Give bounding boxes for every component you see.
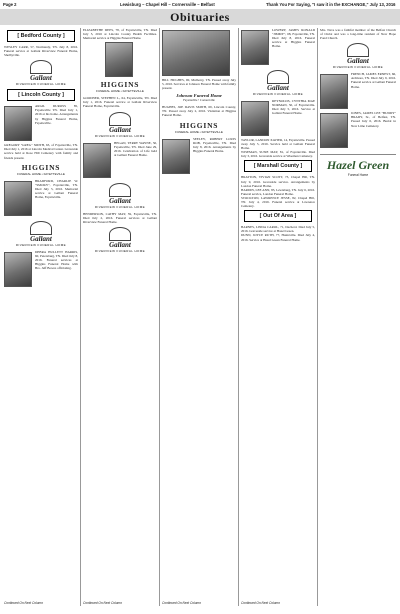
obituary-photo bbox=[4, 106, 32, 141]
obituary-barnes: BARNES, LINDA CAROL, 71, Decherd. Died July 5, 2016. Graveside service at Hazel Green. bbox=[241, 225, 315, 234]
gallant-logo: Gallant RIVERVIEW FUNERAL HOME bbox=[83, 227, 157, 253]
column-5 bbox=[320, 28, 396, 606]
gallant-logo: Gallant RIVERVIEW FUNERAL HOME bbox=[83, 112, 157, 138]
obituary-wiseman: WISEMAN, SUSIE MAY, 81, of Fayetteville. Died July 3, 2016. Graveside service at Wiseman Cemetery. bbox=[241, 150, 315, 159]
johnson-funeral-home-logo: Johnson Funeral Home Fayetteville • Cornersville bbox=[176, 93, 222, 103]
riverview-bridge-icon bbox=[267, 70, 289, 84]
obituary-hegan-terry: HEGAN, TERRY WAYNE, 50, Fayetteville, TN. Died June 29, 2016. Celebration of Life held at Gallant Funeral Home. bbox=[114, 140, 157, 157]
higgins-logo: HIGGINS FUNERAL HOME • FAYETTEVILLE bbox=[175, 120, 223, 134]
county-header-out-of-area: [ Out Of Area ] bbox=[244, 210, 312, 222]
county-header-marshall: [ Marshall County ] bbox=[244, 160, 312, 172]
obituary-argil: ARGIL DUROSS 85, Fayetteville TN. Died July 1, 2016 at his home. Arrangements by Higgins Funeral Home, Fayetteville. bbox=[35, 104, 78, 125]
riverview-bridge-icon bbox=[109, 112, 131, 126]
riverview-bridge-icon bbox=[109, 183, 131, 197]
hazel-green-funeral-home-logo: Hazel Green Funeral Home bbox=[320, 154, 396, 177]
obituary-dunn: DUNN, JOYCE RUTH, 77, Huntsville. Died July 4, 2016. Service at Hazel Green Funeral Home. bbox=[241, 233, 315, 242]
county-header-bedford: [ Bedford County ] bbox=[7, 30, 75, 42]
column-2 bbox=[83, 28, 157, 606]
obituary-bradford: BRADFORD, CHARLIE W. "SMOKY", Fayetteville, TN. Died July 5, 2016. Memorial service at Gallant Funeral Home, Fayetteville. bbox=[35, 178, 78, 200]
obituary-photo bbox=[4, 252, 32, 287]
obituary-taylor-landon: TAYLOR, LANDON XAVIER, 14, Fayetteville. Passed away July 5, 2016. Service held at Gallant Funeral Home. bbox=[241, 138, 315, 151]
gallant-logo: Gallant RIVERVIEW FUNERAL HOME bbox=[83, 183, 157, 209]
obituary-elizabethe-dees: ELIZABETHE DEES, 78, of Fayetteville, TN. Died July 5, 2016 at Lincoln County Health Facilities. Memorial service at Higgins Funeral Home. bbox=[83, 28, 157, 41]
obituary-photo bbox=[105, 42, 133, 77]
obituary-photo bbox=[83, 143, 111, 178]
paper-title: Lewisburg – Chapel Hill – Cornersville – Belfast bbox=[120, 2, 215, 7]
column-divider bbox=[159, 28, 160, 606]
obituary-bill-hughes: BILL HUGHES, 90, Mulberry, TN. Passed away July 5, 2016. Services at Johnson Funeral Home with family present. bbox=[162, 78, 236, 91]
obituary-photo bbox=[241, 101, 269, 136]
obituary-photo bbox=[320, 113, 348, 148]
column-3 bbox=[162, 28, 236, 606]
obituary-reynolds: REYNOLDS, CYNTHIA MAE NORMAN, 50, of Fayetteville. Died July 5, 2016. Service at Gallant Funeral Home. bbox=[272, 99, 315, 116]
gallant-logo: Gallant RIVERVIEW FUNERAL HOME bbox=[4, 60, 78, 86]
gallant-logo: Gallant RIVERVIEW FUNERAL HOME bbox=[4, 221, 78, 247]
continued-note: Continued On Next Column bbox=[241, 601, 280, 605]
obituary-lowery: LOWERY, JAMES RONALD "JIMMY", 68, Fayetteville, TN. Died July 8, 2016. Funeral service at Higgins Funeral Home. bbox=[272, 28, 315, 49]
obituary-photo bbox=[320, 74, 348, 109]
obituary-photo bbox=[241, 30, 269, 65]
column-4 bbox=[241, 28, 315, 606]
riverview-bridge-icon bbox=[30, 221, 52, 235]
obituary-hardin: HARDIN, LEE ANN, 83, Lewisburg, TN. July 6, 2016. Funeral service, London Funeral Home. bbox=[241, 187, 315, 196]
paper-tagline: Thank You For Saying, "I saw it in the EXCHANGE," July 13, 2016 bbox=[266, 2, 396, 7]
obituary-photo bbox=[162, 139, 190, 174]
page-number: Page 2 bbox=[3, 2, 17, 7]
obituary-wesley-carr: WESLEY CARR, 57, Normandy, TN. July 8, 2016. Funeral service at Gallant Riverview Funeral Home, Shelbyville. bbox=[4, 45, 78, 58]
riverview-bridge-icon bbox=[30, 60, 52, 74]
obituary-joe-hughes: HUGHES, JOE DAVIS SMITH, 69, Lincoln County, TN. Passed away July 2, 2016. Visitation at Higgins Funeral Home. bbox=[162, 105, 236, 118]
riverview-bridge-icon bbox=[109, 227, 131, 241]
obituary-henderson: HENDERSON, CATHY MAY, 59, Fayetteville, TN. Died July 2, 2016. Funeral services at Gallant Riverview Funeral Home. bbox=[83, 211, 157, 224]
continued-note: Continued On Next Column bbox=[162, 601, 201, 605]
obituary-jones-buddy: JONES, JAMES LEE "BUDDY" BRADY, Sr., of Belfast, TN. Passed July 6, 2016. Burial in New Lime Cemetery. bbox=[351, 111, 396, 128]
higgins-logo: HIGGINS FUNERAL HOME • FAYETTEVILLE bbox=[96, 80, 144, 94]
obituary-photo bbox=[4, 181, 32, 216]
higgins-logo: HIGGINS FUNERAL HOME • FAYETTEVILLE bbox=[17, 162, 65, 176]
column-divider bbox=[80, 28, 81, 606]
obituary-seeley: SEELEY, ROBERT LOUIS ROB, Fayetteville, TN. Died July 8, 2016. Arrangements by Higgins Funeral Home. bbox=[193, 136, 236, 153]
column-divider bbox=[238, 28, 239, 606]
county-header-lincoln: [ Lincoln County ] bbox=[7, 89, 75, 101]
obituary-continued-text: Mrs. Nave was a faithful member of the Belfast Church of Christ and was a long-time resident of New Hope Pond Church. bbox=[320, 28, 396, 41]
obituary-goodner: GOODNER, STEPHEN L., 64, Fayetteville, TN. Died July 1, 2016. Funeral service at Gallant Riverview Funeral Home, Fayetteville. bbox=[83, 96, 157, 109]
continued-note: Continued On Next Column bbox=[4, 601, 43, 605]
obituary-bratton: BRATTON, VIVIAN SCOTT, 73, Chapel Hill, TN. July 9, 2016. Graveside service. Arrangements by London Funeral Home. bbox=[241, 175, 315, 188]
section-banner bbox=[0, 9, 400, 25]
column-1 bbox=[4, 28, 78, 606]
section-title: Obituaries bbox=[170, 10, 230, 24]
continued-note: Continued On Next Column bbox=[83, 601, 122, 605]
obituary-debra-hullett: DEBRA HULLETT HARRIS, 60, Petersburg, TN. Died July 8, 2016. Funeral services at Higgins Funeral Home with Bro. Jeff Bowes officiating. bbox=[35, 249, 78, 271]
obituary-stockton: STOCKTON, LAWRENCE JESSE, 82, Chapel Hill, TN. July 4, 2016. Funeral service at Lawrence Cemetery. bbox=[241, 195, 315, 209]
obituary-french: FRENCH, JAMES ERNEST, 66, Ardmore, TN. Died July 9, 2016. Funeral service at Gallant Funeral Home. bbox=[351, 72, 396, 89]
riverview-bridge-icon bbox=[347, 43, 369, 57]
obituary-photo bbox=[162, 30, 230, 76]
column-divider bbox=[317, 28, 318, 606]
obituary-gregory-smith: GREGORY "GREG" SMITH, 63, of Fayetteville, TN. Died July 1, 2016 at Lincoln Medical Center. Graveside service held at Rose Hill Cemetery with family and friends present. bbox=[4, 143, 78, 160]
gallant-logo: Gallant RIVERVIEW FUNERAL HOME bbox=[241, 70, 315, 96]
gallant-logo: Gallant RIVERVIEW FUNERAL HOME bbox=[320, 43, 396, 69]
